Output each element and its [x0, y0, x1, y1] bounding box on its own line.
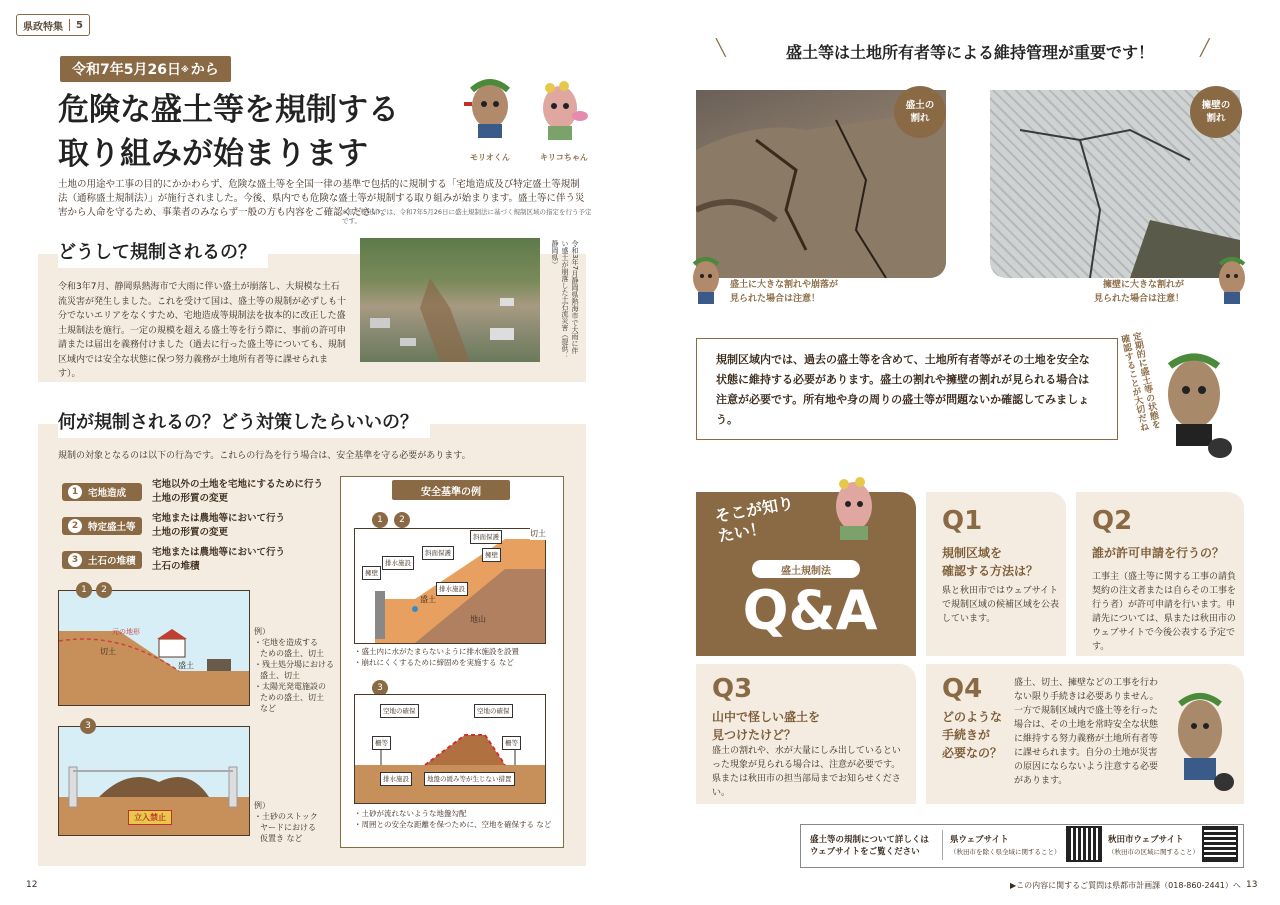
qr-code-city[interactable] [1204, 828, 1236, 860]
badge-3: 3 [80, 718, 96, 734]
safety-fence-1: 柵等 [372, 736, 391, 750]
example-12: 例） ・宅地を造成する ための盛土、切土 ・残土処分場における 盛土、切土 ・太陽光発電施設の ための盛土、切土 など [254, 627, 334, 713]
regulated-item-2: 2 特定盛土等 宅地または農地等において行う 土地の形質の変更 [62, 510, 332, 542]
why-title: どうして規制されるの？ [58, 238, 268, 268]
item-label: 1 宅地造成 [62, 483, 142, 501]
label-cut: 切土 [100, 647, 116, 656]
why-body: 令和3年7月、静岡県熱海市で大雨に伴い盛土が崩落し、大規模な土石流災害が発生しました。これを受けて国は、盛土等の規制が必ずしも十分でないエリアをなくすため、宅地造成等規制法を抜本的に改正した盛土規制法を施行。一定の規模を超える盛土等を行う際に、事前の許可申請または届出を義務付けました（過去に行った盛土等についても、規制区域内では安全な状態に保つ努力義務が土地所有者等に課せられます）。 [58, 282, 347, 379]
mascot-morio-name: モリオくん [470, 153, 510, 162]
page-number-right: 13 [1246, 880, 1258, 890]
header-tab [16, 14, 90, 36]
bubble-wall-crack: 擁壁に大きな割れが 見られた場合は注意！ [1094, 280, 1185, 304]
safety-space-2: 空地の確保 [474, 704, 513, 718]
safety-fence-2: 柵等 [502, 736, 521, 750]
badge-wall-crack: 擁壁の 割れ [1190, 86, 1242, 138]
safety-lbl-cut: 切土 [530, 529, 546, 538]
q4-body: 盛土、切土、擁壁などの工事を行わない限り手続きは必要ありません。一方で規制区域内で盛土等を行った場合は、その土地を常時安全な状態に維持する努力義務が土地所有者等に課せられます。自分の土地が災害の原因にならないよう注意する必要があります。 [1014, 678, 1159, 786]
info-divider [942, 830, 943, 860]
q4-title: どのような 手続きが 必要なの？ [942, 710, 1003, 760]
qa-hand-text: そこが知りたい！ [713, 493, 796, 546]
safety-title: 安全基準の例 [392, 480, 510, 500]
pref-website-link[interactable]: 県ウェブサイト （秋田市を除く県全域に関すること） [950, 835, 1061, 856]
why-photo [360, 238, 540, 362]
safety-note-3: ・土砂が流れないような地盤勾配 ・周囲との安全な距離を保つために、空地を確保する など [354, 809, 552, 829]
why-photo-caption: 令和3年7月静岡県熱海市で大雨に伴い盛土が崩落した土石流災害（提供：静岡県） [551, 240, 579, 359]
mascot-small-left [686, 252, 726, 312]
q3-body: 盛土の割れや、水が大量にしみ出しているといった現象が見られる場合は、注意が必要です。県または秋田市の担当部局までお知らせください。 [712, 746, 901, 798]
mascot-small-right [1212, 252, 1252, 312]
mascot-kiriko-name: キリコちゃん [540, 153, 588, 162]
intro-text: 土地の用途や工事の目的にかかわらず、危険な盛土等を全国一律の基準で包括的に規制する「宅地造成及び特定盛土等規制法（通称盛土規制法）」が施行されました。今後、県内でも危険な盛土等が規制する取り組みが始まります。盛土等に伴う災害から人命を守るため、事業者のみならず一般の方も内容をご確認ください。 [58, 179, 585, 218]
safety-lbl-retaining: 擁壁 [482, 548, 501, 562]
maintain-side-text: 定期的に盛土等の状態を確認することが大切だね [1118, 331, 1161, 433]
safety-slope-3: 地盤の緩み等が生じない措置 [424, 772, 515, 786]
badge-2: 2 [96, 582, 112, 598]
q1-body: 県と秋田市ではウェブサイトで規制区域の候補区域を公表しています。 [942, 586, 1060, 624]
q2-body: 工事主（盛土等に関する工事の請負契約の注文者または自らその工事を行う者）が許可申請を行います。申請先については、県または秋田市のウェブサイトで今後公表する予定です。 [1092, 572, 1237, 652]
date-tag: 令和7年5月26日 ※ から [60, 56, 231, 82]
section-label: 県政特集 [23, 21, 63, 33]
safety-lbl-wall: 擁壁 [362, 566, 381, 580]
q3-title: 山中で怪しい盛土を 見つけたけど？ [712, 710, 821, 742]
q2-title: 誰が許可申請を行うの？ [1092, 546, 1225, 560]
page-number-left: 12 [26, 880, 38, 890]
maintain-body: 規制区域内では、過去の盛土等を含めて、土地所有者等がその土地を安全な状態に維持する必要があります。盛土の割れや擁壁の割れが見られる場合は注意が必要です。所有地や身の周りの盛土等が問題ないか確認してみましょう。 [716, 353, 1090, 426]
q3-number: Q3 [712, 674, 753, 704]
title-deco-right: ╱ [1200, 38, 1210, 57]
maintain-title: 盛土等は土地所有者等による維持管理が重要です！ [785, 43, 1154, 62]
safety-space-1: 空地の確保 [380, 704, 419, 718]
label-fill: 盛土 [178, 661, 194, 670]
what-lead: 規制の対象となるのは以下の行為です。これらの行為を行う場合は、安全基準を守る必要があります。 [58, 451, 471, 461]
safety-badge-3: 3 [372, 680, 388, 696]
section-number: 5 [76, 19, 83, 31]
item-label: 3 土石の堆積 [62, 551, 142, 569]
mascot-q4 [1164, 686, 1236, 796]
regulated-item-1: 1 宅地造成 宅地以外の土地を宅地にするために行う 土地の形質の変更 [62, 476, 332, 508]
safety-lbl-drain: 排水施設 [382, 556, 414, 570]
q1-number: Q1 [942, 506, 983, 536]
qa-big-title: Q&A [742, 579, 878, 642]
title-deco-left: ╲ [716, 38, 726, 57]
badge-1: 1 [76, 582, 92, 598]
page-title: 危険な盛土等を規制する 取り組みが始まります [58, 92, 399, 172]
badge-fill-crack: 盛土の 割れ [894, 86, 946, 138]
example-3: 例） ・土砂のストック ヤードにおける 仮置き など [254, 801, 318, 843]
safety-lbl-slope: 斜面保護 [422, 546, 454, 560]
no-entry-sign: 立入禁止 [128, 810, 172, 825]
safety-lbl-ground: 地山 [470, 615, 486, 624]
diagram-cut-fill [58, 590, 250, 706]
regulated-item-3: 3 土石の堆積 宅地または農地等において行う 土石の堆積 [62, 544, 332, 576]
city-website-link[interactable]: 秋田市ウェブサイト （秋田市の区域に関すること） [1108, 835, 1199, 856]
mascot-morio [460, 72, 520, 152]
label-old-terrain: 元の地形 [112, 628, 140, 636]
intro-note: ※県と秋田市では、令和7年5月26日に盛土規制法に基づく規制区域の指定を行う予定です。 [342, 208, 592, 225]
q4-number: Q4 [942, 674, 983, 704]
info-text: 盛土等の規制について詳しくは ウェブサイトをご覧ください [810, 835, 929, 857]
qa-law-label: 盛土規制法 [752, 560, 860, 578]
mascot-big [1154, 344, 1234, 464]
mascot-kiriko [530, 72, 590, 152]
what-title: 何が規制されるの？どう対策したらいいの？ [58, 408, 430, 438]
bubble-fill-crack: 盛土に大きな割れや崩落が 見られた場合は注意！ [730, 280, 839, 304]
qr-code-pref[interactable] [1068, 828, 1100, 860]
contact-text: ▶この内容に関するご質問は県都市計画課（018-860-2441）へ [1010, 881, 1241, 890]
safety-drain-3: 排水施設 [380, 772, 412, 786]
q2-number: Q2 [1092, 506, 1133, 536]
q1-title: 規制区域を 確認する方法は？ [942, 546, 1039, 578]
safety-badge-2: 2 [394, 512, 410, 528]
safety-note-12: ・盛土内に水がたまらないように排水施設を設置 ・崩れにくくするために締固めを実施する など [354, 647, 519, 667]
safety-lbl-drain2: 排水施設 [436, 582, 468, 596]
safety-badge-1: 1 [372, 512, 388, 528]
mascot-qa [820, 466, 890, 546]
safety-lbl-fill: 盛土 [420, 595, 436, 604]
item-label: 2 特定盛土等 [62, 517, 142, 535]
safety-lbl-slope2: 斜面保護 [470, 530, 502, 544]
